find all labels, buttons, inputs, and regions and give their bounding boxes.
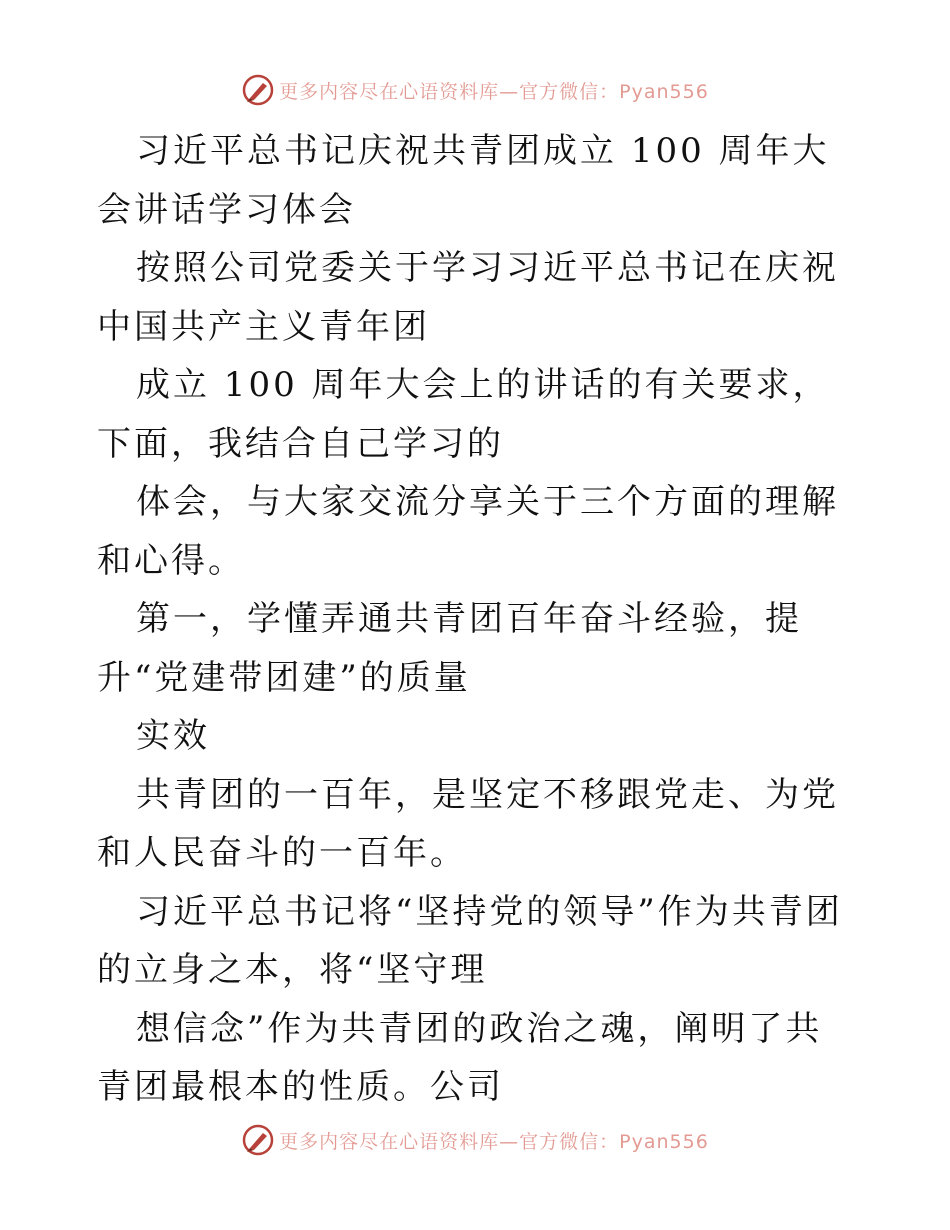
header-banner-text: 更多内容尽在心语资料库—官方微信：Pyan556 [279, 80, 709, 103]
header-banner [0, 70, 950, 110]
paragraph: 习近平总书记将“坚持党的领导”作为共青团的立身之本，将“坚守理 [97, 891, 843, 990]
document-body [97, 122, 857, 1117]
paragraph-title: 习近平总书记庆祝共青团成立 100 周年大会讲话学习体会 [97, 131, 830, 230]
pen-logo-icon [241, 1123, 275, 1157]
footer-banner [0, 1120, 950, 1160]
footer-banner-text: 更多内容尽在心语资料库—官方微信：Pyan556 [279, 1130, 709, 1153]
paragraph: 想信念”作为共青团的政治之魂，阐明了共青团最根本的性质。公司 [97, 1008, 823, 1107]
paragraph-section-heading: 第一，学懂弄通共青团百年奋斗经验，提升“党建带团建”的质量 [97, 599, 802, 698]
paragraph: 成立 100 周年大会上的讲话的有关要求，下面，我结合自己学习的 [97, 365, 830, 464]
paragraph: 共青团的一百年，是坚定不移跟党走、为党和人民奋斗的一百年。 [97, 774, 839, 873]
pen-logo-icon [241, 73, 275, 107]
paragraph: 体会，与大家交流分享关于三个方面的理解和心得。 [97, 482, 839, 581]
paragraph: 实效 [136, 716, 210, 756]
paragraph: 按照公司党委关于学习习近平总书记在庆祝中国共产主义青年团 [97, 248, 839, 347]
